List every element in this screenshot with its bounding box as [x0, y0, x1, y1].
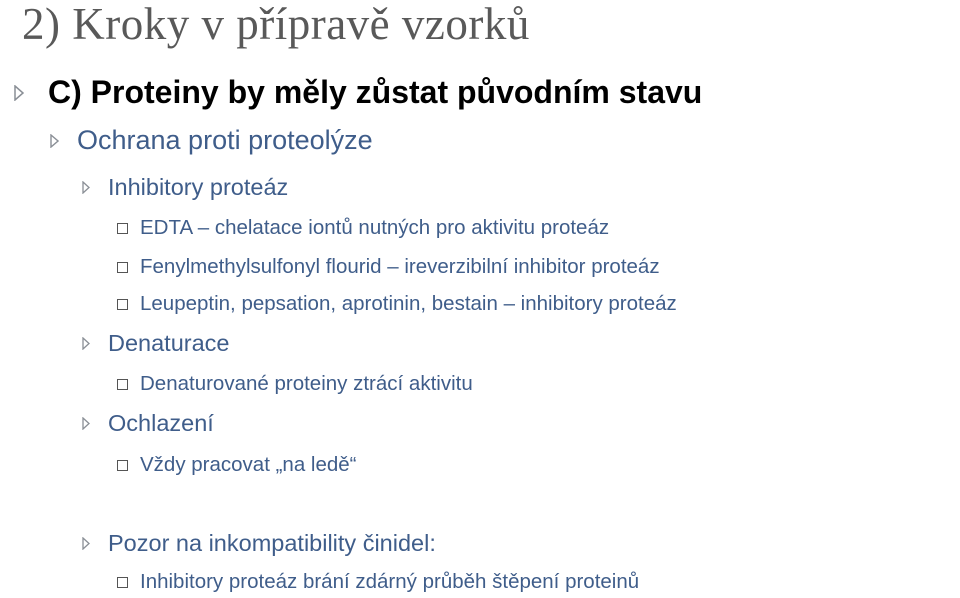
square-bullet-icon [117, 299, 128, 310]
list-item [117, 570, 639, 594]
square-bullet-icon [117, 262, 128, 273]
list-item [117, 255, 660, 279]
list-item-text: Leupeptin, pepsation, aprotinin, bestain – inhibitory proteáz [140, 292, 677, 315]
inhibitors-heading-row [82, 174, 288, 201]
main-bullet [14, 74, 702, 111]
cooling-heading-row [82, 410, 214, 437]
sub-bullet [50, 125, 373, 156]
denaturation-heading-row [82, 330, 230, 357]
triangle-bullet-icon [14, 85, 30, 101]
list-item-text: Denaturované proteiny ztrácí aktivitu [140, 372, 473, 395]
triangle-bullet-icon [82, 337, 95, 350]
triangle-bullet-icon [50, 134, 64, 148]
list-item [117, 372, 473, 396]
list-item [117, 292, 677, 316]
sub-point-text: Ochrana proti proteolýze [77, 125, 373, 155]
list-item-text: EDTA – chelatace iontů nutných pro aktivitu proteáz [140, 216, 610, 239]
list-item [117, 453, 357, 477]
list-item [117, 216, 609, 240]
list-item-text: Vždy pracovat „na ledě“ [140, 453, 357, 476]
triangle-bullet-icon [82, 537, 95, 550]
square-bullet-icon [117, 223, 128, 234]
caution-heading-row [82, 530, 436, 557]
triangle-bullet-icon [82, 417, 95, 430]
triangle-bullet-icon [82, 181, 95, 194]
list-item-text: Fenylmethylsulfonyl flourid – ireverzibilní inhibitor proteáz [140, 255, 660, 278]
inhibitors-heading: Inhibitory proteáz [108, 174, 289, 200]
square-bullet-icon [117, 577, 128, 588]
square-bullet-icon [117, 460, 128, 471]
cooling-heading: Ochlazení [108, 410, 214, 436]
denaturation-heading: Denaturace [108, 330, 230, 356]
square-bullet-icon [117, 379, 128, 390]
list-item-text: Inhibitory proteáz brání zdárný průběh štěpení proteinů [140, 570, 640, 593]
caution-heading: Pozor na inkompatibility činidel: [108, 530, 436, 556]
slide-title: 2) Kroky v přípravě vzorků [22, 0, 530, 49]
main-point-text: C) Proteiny by měly zůstat původním stavu [48, 74, 703, 110]
